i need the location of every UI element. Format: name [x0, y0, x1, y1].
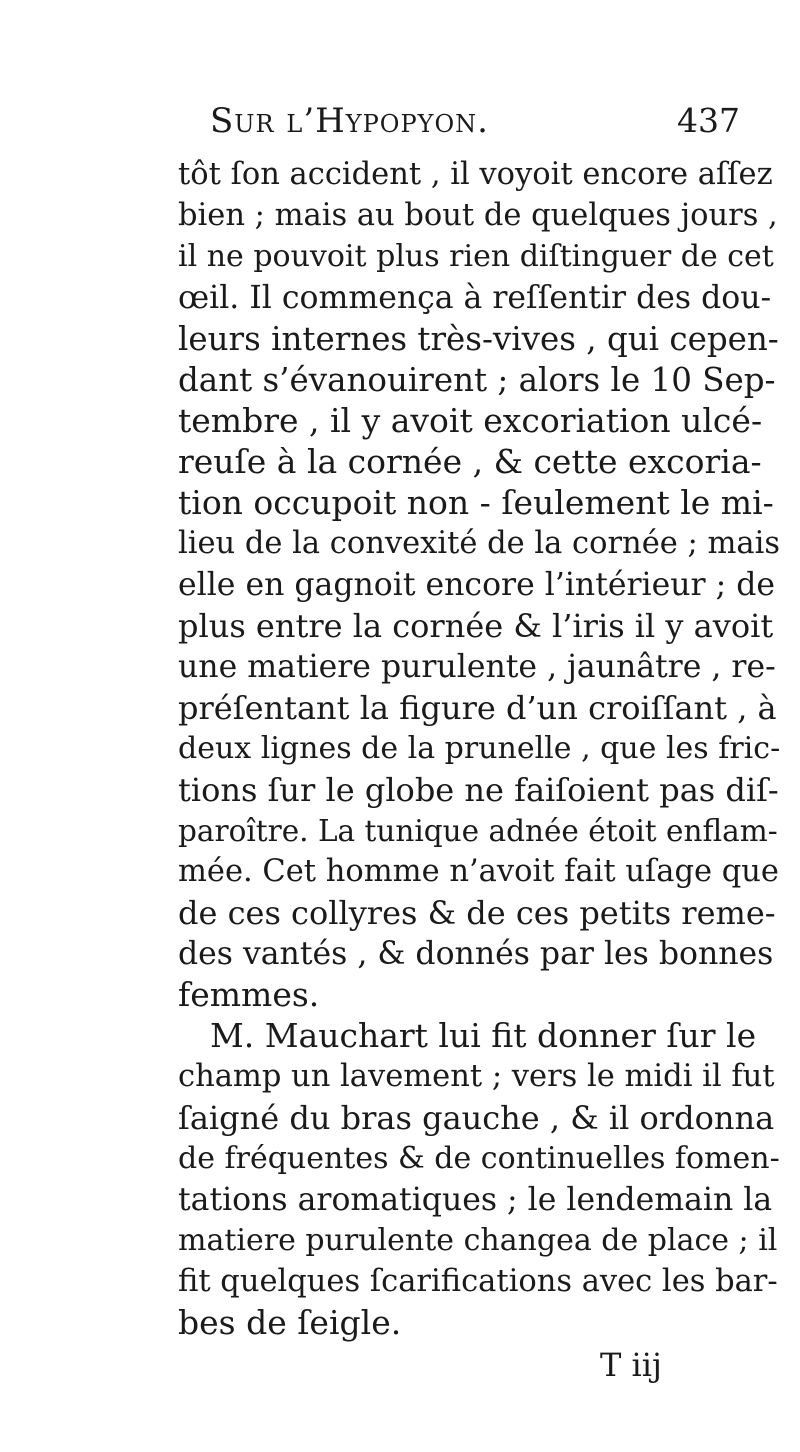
text-line: plus entre la cornée & l’iris il y avoit	[178, 607, 774, 645]
signature-mark: T iij	[600, 1346, 662, 1384]
text-line: mée. Cet homme n’avoit fait uſage que	[178, 854, 779, 889]
text-line: lieu de la convexité de la cornée ; mais	[178, 526, 780, 561]
text-line: ſaigné du bras gauche , & il ordonna	[178, 1099, 775, 1137]
text-line: champ un lavement ; vers le midi il fut	[178, 1059, 775, 1094]
text-line: de ces collyres & de ces petits reme-	[178, 894, 776, 932]
text-line: une matiere purulente , jaunâtre , re-	[178, 649, 776, 685]
running-title: Sur l’Hypopyon.	[210, 101, 489, 141]
text-line: elle en gagnoit encore l’intérieur ; de	[178, 567, 776, 603]
text-line: leurs internes très-vives , qui cepen-	[178, 320, 779, 358]
text-line: tations aromatiques ; le lendemain la	[178, 1182, 773, 1218]
page-header	[210, 96, 740, 146]
text-line: reuſe à la cornée , & cette excoria-	[178, 442, 762, 481]
text-line: il ne pouvoit plus rien diſtinguer de cet	[178, 239, 774, 274]
text-line: tôt ſon accident , il voyoit encore aſſez	[178, 157, 773, 192]
text-line: bes de ſeigle.	[178, 1303, 402, 1342]
page-number: 437	[677, 101, 740, 140]
text-line: bien ; mais au bout de quelques jours ,	[178, 198, 778, 233]
text-line: matiere purulente changea de place ; il	[178, 1223, 778, 1258]
text-line: femmes.	[178, 975, 320, 1014]
text-line: de fréquentes & de continuelles fomen-	[178, 1141, 780, 1176]
text-line: tion occupoit non - ſeulement le mi-	[178, 483, 774, 522]
text-line: paroître. La tunique adnée étoit enflam-	[178, 814, 778, 848]
text-line: M. Mauchart lui fit donner ſur le	[210, 1016, 757, 1055]
text-line: tembre , il y avoit excoriation ulcé-	[178, 401, 763, 440]
text-line: dant s’évanouirent ; alors le 10 Sep-	[178, 361, 776, 399]
text-line: fit quelques ſcarifications avec les bar-	[178, 1264, 778, 1299]
text-line: des vantés , & donnés par les bonnes	[178, 936, 774, 972]
text-line: tions ſur le globe ne faiſoient pas diſ-	[178, 771, 779, 809]
text-line: œil. Il commença à reſſentir des dou-	[178, 280, 772, 316]
text-line: deux lignes de la prunelle , que les fric-	[178, 731, 781, 766]
text-line: préſentant la figure d’un croiſſant , à	[178, 689, 777, 727]
